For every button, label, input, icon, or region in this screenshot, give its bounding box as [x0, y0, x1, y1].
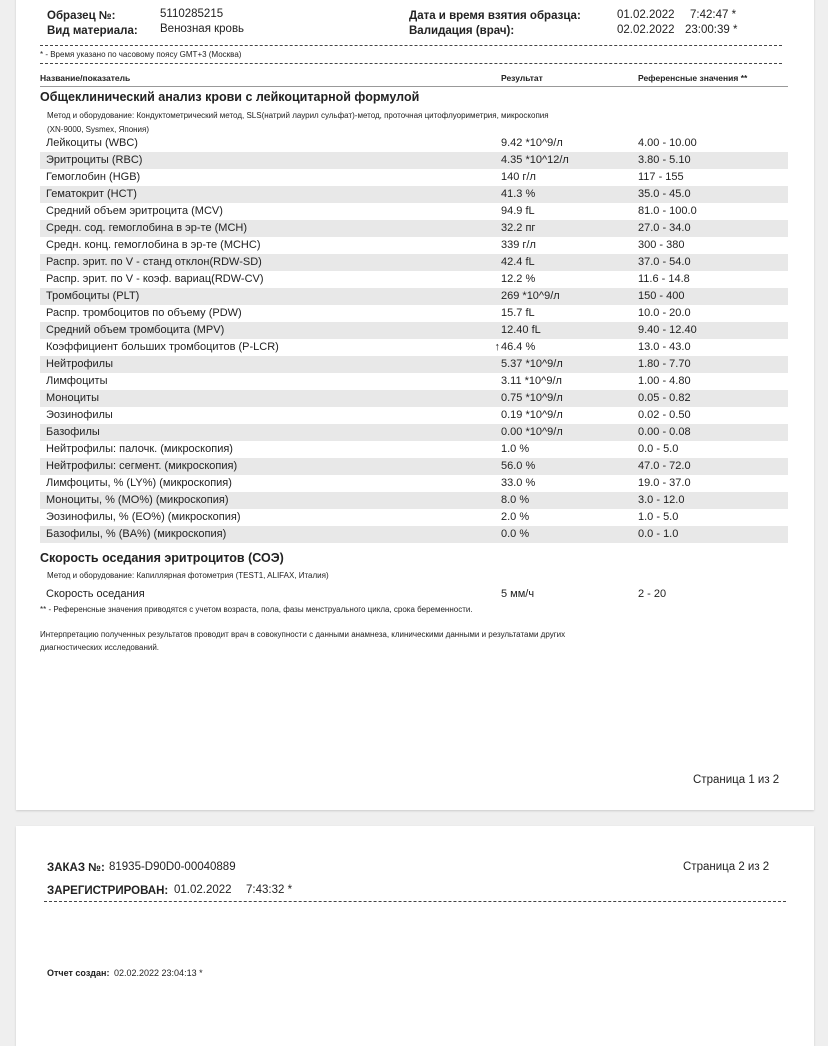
result-value: 32.2 пг: [501, 222, 536, 234]
result-row: [40, 339, 788, 356]
timezone-divider: [40, 63, 782, 64]
result-reference: 4.00 - 10.00: [638, 137, 697, 149]
result-name: Лейкоциты (WBC): [46, 137, 138, 149]
result-reference: 0.05 - 0.82: [638, 392, 691, 404]
result-name: Лимфоциты: [46, 375, 108, 387]
result-flag-icon: ↑: [494, 341, 500, 353]
result-value: 5.37 *10^9/л: [501, 358, 563, 370]
page-1-number: Страница 1 из 2: [693, 774, 780, 786]
result-value: 42.4 fL: [501, 256, 535, 268]
result-row: [40, 407, 788, 424]
result-reference: 0.02 - 0.50: [638, 409, 691, 421]
page-2-number: Страница 2 из 2: [683, 861, 770, 873]
result-name: Скорость оседания: [46, 588, 145, 600]
column-reference-header: Референсные значения **: [638, 73, 748, 83]
result-reference: 2 - 20: [638, 588, 667, 600]
result-row: [40, 492, 788, 509]
order-label: ЗАКАЗ №:: [47, 862, 105, 874]
result-row: [40, 509, 788, 526]
result-row: [40, 271, 788, 288]
registered-label: ЗАРЕГИСТРИРОВАН:: [47, 885, 169, 897]
result-row: [40, 169, 788, 186]
result-reference: 35.0 - 45.0: [638, 188, 691, 200]
result-reference: 3.80 - 5.10: [638, 154, 691, 166]
material-label: Вид материала:: [47, 25, 138, 37]
cbc-section-title: Общеклинический анализ крови с лейкоцитарной формулой: [40, 90, 420, 104]
cbc-method-line-1: Метод и оборудование: Кондуктометрический метод, SLS(натрий лаурил сульфат)-метод, проточная цитофлуориметрия, микроскопия: [47, 111, 549, 120]
result-row: [40, 135, 788, 152]
result-value: 269 *10^9/л: [501, 290, 560, 302]
result-value: 339 г/л: [501, 239, 536, 251]
result-name: Гематокрит (HCT): [46, 188, 137, 200]
result-value: 2.0 %: [501, 511, 530, 523]
result-name: Средн. сод. гемоглобина в эр-те (MCH): [46, 222, 248, 234]
result-row: [40, 237, 788, 254]
result-value: 4.35 *10^12/л: [501, 154, 569, 166]
esr-method: Метод и оборудование: Капиллярная фотометрия (TEST1, ALIFAX, Италия): [47, 571, 329, 580]
result-name: Нейтрофилы: сегмент. (микроскопия): [46, 460, 238, 472]
result-reference: 37.0 - 54.0: [638, 256, 691, 268]
result-name: Тромбоциты (PLT): [46, 290, 140, 302]
result-value: 140 г/л: [501, 171, 536, 183]
result-row: [40, 458, 788, 475]
interpretation-note-line-2: диагностических исследований.: [40, 643, 160, 652]
result-reference: 300 - 380: [638, 239, 685, 251]
result-row: [40, 373, 788, 390]
result-name: Базофилы: [46, 426, 100, 438]
result-reference: 117 - 155: [638, 171, 684, 183]
result-name: Базофилы, % (BA%) (микроскопия): [46, 528, 227, 540]
result-value: 12.2 %: [501, 273, 536, 285]
result-reference: 11.6 - 14.8: [638, 273, 690, 285]
reference-footnote: ** - Референсные значения приводятся с учетом возраста, пола, фазы менструального цикла, срока беременности.: [40, 605, 473, 614]
header-divider: [40, 45, 782, 46]
result-reference: 0.0 - 1.0: [638, 528, 679, 540]
result-reference: 19.0 - 37.0: [638, 477, 691, 489]
sample-label: Образец №:: [47, 10, 116, 22]
material-value: Венозная кровь: [160, 23, 245, 35]
result-reference: 9.40 - 12.40: [638, 324, 697, 336]
result-name: Эозинофилы, % (EO%) (микроскопия): [46, 511, 241, 523]
result-row: [40, 475, 788, 492]
result-row: [40, 390, 788, 407]
registered-date: 01.02.2022: [174, 884, 232, 896]
registered-time: 7:43:32 *: [246, 884, 293, 896]
result-name: Средний объем эритроцита (MCV): [46, 205, 223, 217]
report-page-2: [16, 826, 814, 1046]
result-row: [40, 322, 788, 339]
result-name: Распр. тромбоцитов по объему (PDW): [46, 307, 242, 319]
timezone-note: * - Время указано по часовому поясу GMT+3 (Москва): [40, 50, 242, 59]
result-value: 15.7 fL: [501, 307, 535, 319]
result-reference: 47.0 - 72.0: [638, 460, 691, 472]
result-name: Средний объем тромбоцита (MPV): [46, 324, 225, 336]
result-reference: 0.0 - 5.0: [638, 443, 679, 455]
column-header-divider: [40, 86, 788, 87]
result-row: [40, 441, 788, 458]
result-reference: 1.00 - 4.80: [638, 375, 691, 387]
report-created-label: Отчет создан:: [47, 968, 110, 978]
column-name-header: Название/показатель: [40, 73, 131, 83]
result-row: [40, 424, 788, 441]
taken-date: 01.02.2022: [617, 9, 675, 21]
result-value: 46.4 %: [501, 341, 536, 353]
result-name: Лимфоциты, % (LY%) (микроскопия): [46, 477, 232, 489]
report-created-value: 02.02.2022 23:04:13 *: [114, 968, 203, 978]
result-value: 8.0 %: [501, 494, 530, 506]
result-row: [40, 152, 788, 169]
result-value: 33.0 %: [501, 477, 536, 489]
result-row: [40, 526, 788, 543]
result-reference: 10.0 - 20.0: [638, 307, 691, 319]
result-value: 5 мм/ч: [501, 588, 535, 600]
order-value: 81935-D90D0-00040889: [109, 861, 236, 873]
validation-date: 02.02.2022: [617, 24, 675, 36]
result-row: [40, 220, 788, 237]
result-name: Коэффициент больших тромбоцитов (P-LCR): [46, 341, 279, 353]
result-reference: 13.0 - 43.0: [638, 341, 691, 353]
taken-label: Дата и время взятия образца:: [409, 10, 581, 22]
result-value: 0.19 *10^9/л: [501, 409, 563, 421]
sample-value: 5110285215: [160, 8, 224, 20]
result-reference: 0.00 - 0.08: [638, 426, 691, 438]
result-value: 0.00 *10^9/л: [501, 426, 563, 438]
report-page-1: [16, 0, 814, 810]
registered-divider: [44, 901, 786, 902]
result-value: 0.75 *10^9/л: [501, 392, 563, 404]
result-reference: 81.0 - 100.0: [638, 205, 697, 217]
result-value: 3.11 *10^9/л: [501, 375, 562, 387]
cbc-method-line-2: (XN-9000, Sysmex, Япония): [47, 125, 150, 134]
column-result-header: Результат: [501, 73, 543, 83]
result-value: 9.42 *10^9/л: [501, 137, 563, 149]
result-reference: 1.80 - 7.70: [638, 358, 691, 370]
result-reference: 1.0 - 5.0: [638, 511, 679, 523]
result-row: [40, 305, 788, 322]
result-row: [40, 356, 788, 373]
result-reference: 3.0 - 12.0: [638, 494, 685, 506]
result-value: 94.9 fL: [501, 205, 535, 217]
result-name: Нейтрофилы: палочк. (микроскопия): [46, 443, 233, 455]
result-row: [40, 586, 788, 603]
result-name: Эритроциты (RBC): [46, 154, 143, 166]
taken-time: 7:42:47 *: [690, 9, 737, 21]
result-value: 1.0 %: [501, 443, 530, 455]
result-value: 0.0 %: [501, 528, 530, 540]
result-name: Средн. конц. гемоглобина в эр-те (MCHC): [46, 239, 261, 251]
result-name: Распр. эрит. по V - станд отклон(RDW-SD): [46, 256, 262, 268]
result-name: Эозинофилы: [46, 409, 113, 421]
interpretation-note-line-1: Интерпретацию полученных результатов проводит врач в совокупности с данными анамнеза, клиническими данными и результатами других: [40, 630, 566, 639]
result-name: Распр. эрит. по V - коэф. вариац(RDW-CV): [46, 273, 264, 285]
result-row: [40, 203, 788, 220]
esr-section-title: Скорость оседания эритроцитов (СОЭ): [40, 551, 284, 565]
validation-label: Валидация (врач):: [409, 25, 515, 37]
result-row: [40, 254, 788, 271]
result-value: 56.0 %: [501, 460, 536, 472]
validation-time: 23:00:39 *: [685, 24, 738, 36]
result-reference: 150 - 400: [638, 290, 685, 302]
result-value: 12.40 fL: [501, 324, 541, 336]
result-name: Моноциты, % (MO%) (микроскопия): [46, 494, 229, 506]
result-row: [40, 288, 788, 305]
result-row: [40, 186, 788, 203]
result-reference: 27.0 - 34.0: [638, 222, 691, 234]
result-name: Гемоглобин (HGB): [46, 171, 141, 183]
result-name: Моноциты: [46, 392, 99, 404]
result-value: 41.3 %: [501, 188, 536, 200]
result-name: Нейтрофилы: [46, 358, 113, 370]
